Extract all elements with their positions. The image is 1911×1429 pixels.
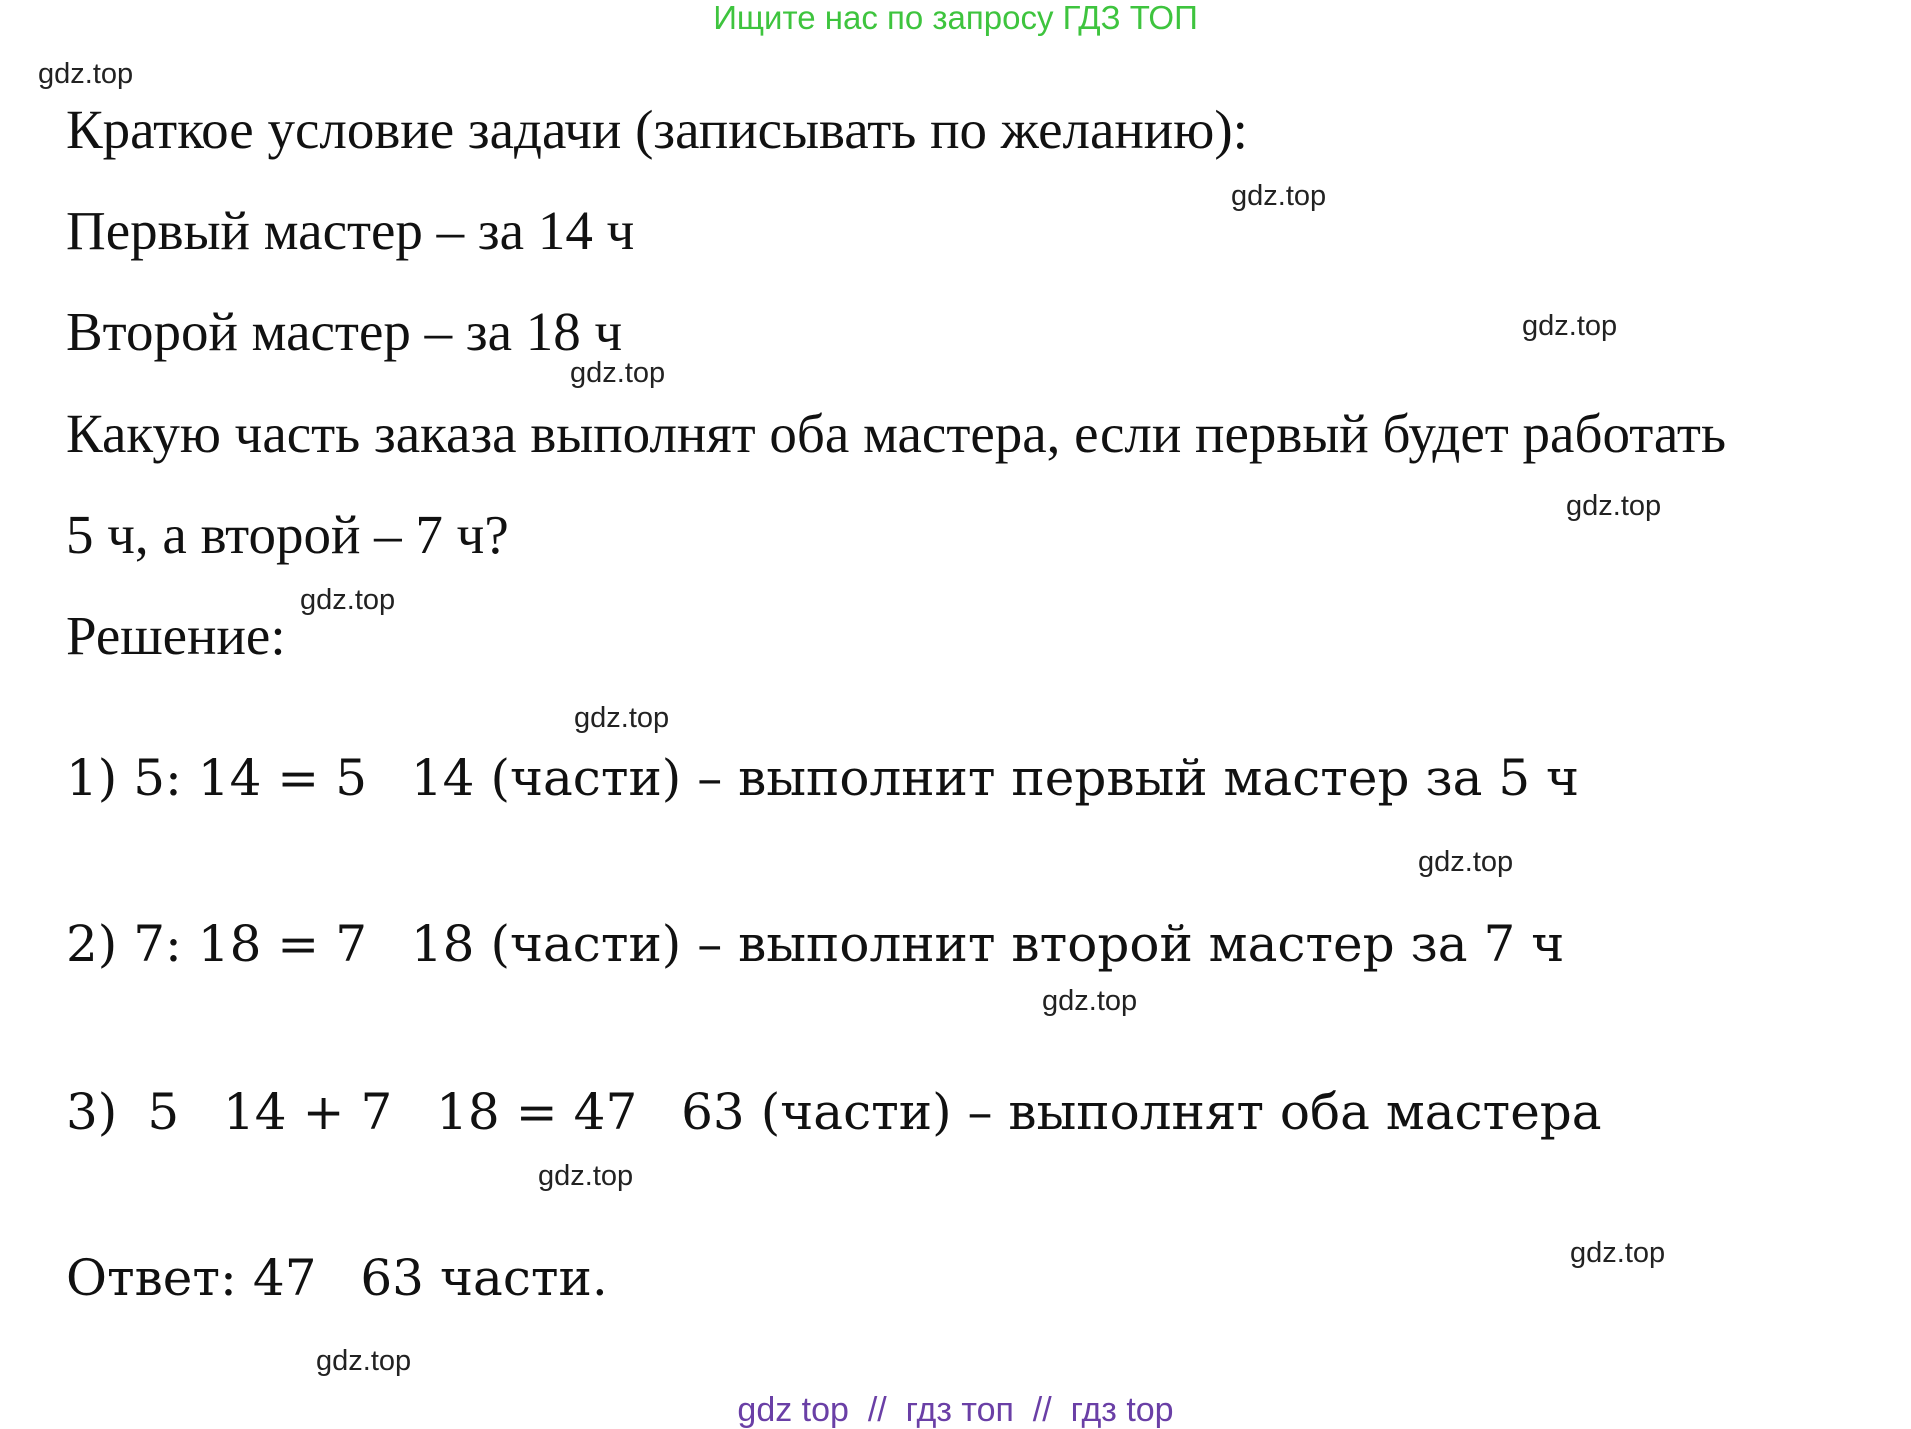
step3-result-denominator: 63 bbox=[681, 1083, 745, 1141]
step1-numerator: 5 bbox=[335, 749, 367, 807]
step3-result-numerator: 47 bbox=[573, 1083, 638, 1141]
watermark: gdz.top bbox=[1231, 180, 1327, 212]
answer-numerator: 47 bbox=[252, 1249, 317, 1307]
answer-suffix: части. bbox=[439, 1249, 608, 1307]
solution-step-1 bbox=[66, 698, 1579, 858]
watermark: gdz.top bbox=[316, 1345, 412, 1377]
step3-fraction-result bbox=[568, 1082, 751, 1142]
step3-prefix: 3) bbox=[66, 1083, 118, 1141]
step2-numerator: 7 bbox=[335, 915, 367, 973]
watermark: gdz.top bbox=[300, 584, 396, 616]
step1-fraction bbox=[329, 748, 480, 808]
footer-links[interactable]: gdz top // гдз топ // гдз top bbox=[737, 1391, 1174, 1429]
condition-title: Краткое условие задачи (записывать по желанию): bbox=[66, 99, 1248, 160]
step2-suffix: (части) – выполнит второй мастер за 7 ч bbox=[490, 915, 1565, 973]
solution-label: Решение: bbox=[66, 605, 286, 666]
equals-sign: = bbox=[515, 1083, 558, 1141]
solution-step-2 bbox=[66, 864, 1564, 1024]
question-line-1: Какую часть заказа выполнят оба мастера, если первый будет работать bbox=[66, 403, 1727, 464]
watermark: gdz.top bbox=[538, 1160, 634, 1192]
step3-fraction-a bbox=[141, 1082, 292, 1142]
step3-fraction-b bbox=[354, 1082, 505, 1142]
watermark: gdz.top bbox=[574, 702, 670, 734]
solution-step-3 bbox=[66, 1032, 1602, 1192]
answer-fraction bbox=[247, 1248, 430, 1308]
question-line-2: 5 ч, а второй – 7 ч? bbox=[66, 504, 509, 565]
step3-a-numerator: 5 bbox=[147, 1083, 180, 1141]
step1-suffix: (части) – выполнит первый мастер за 5 ч bbox=[490, 749, 1580, 807]
step2-fraction bbox=[329, 914, 480, 974]
watermark: gdz.top bbox=[1042, 985, 1138, 1017]
search-hint-link[interactable]: Ищите нас по запросу ГДЗ ТОП bbox=[713, 0, 1198, 36]
watermark: gdz.top bbox=[1418, 846, 1514, 878]
watermark: gdz.top bbox=[38, 58, 134, 90]
step2-denominator: 18 bbox=[410, 915, 475, 973]
step2-prefix: 2) 7: 18 = bbox=[66, 915, 320, 973]
watermark: gdz.top bbox=[570, 357, 666, 389]
watermark: gdz.top bbox=[1570, 1237, 1666, 1269]
step3-b-denominator: 18 bbox=[436, 1083, 500, 1141]
step1-prefix: 1) 5: 14 = bbox=[66, 749, 320, 807]
answer bbox=[66, 1198, 608, 1358]
watermark: gdz.top bbox=[1566, 490, 1662, 522]
condition-line-first-master: Первый мастер – за 14 ч bbox=[66, 200, 635, 261]
step3-suffix: (части) – выполнят оба мастера bbox=[760, 1083, 1602, 1141]
answer-label: Ответ: bbox=[66, 1249, 237, 1307]
step3-a-denominator: 14 bbox=[222, 1083, 287, 1141]
answer-denominator: 63 bbox=[360, 1249, 424, 1307]
plus-sign: + bbox=[302, 1083, 345, 1141]
watermark: gdz.top bbox=[1522, 310, 1618, 342]
step1-denominator: 14 bbox=[410, 749, 475, 807]
condition-line-second-master: Второй мастер – за 18 ч bbox=[66, 301, 623, 362]
step3-b-numerator: 7 bbox=[360, 1083, 393, 1141]
